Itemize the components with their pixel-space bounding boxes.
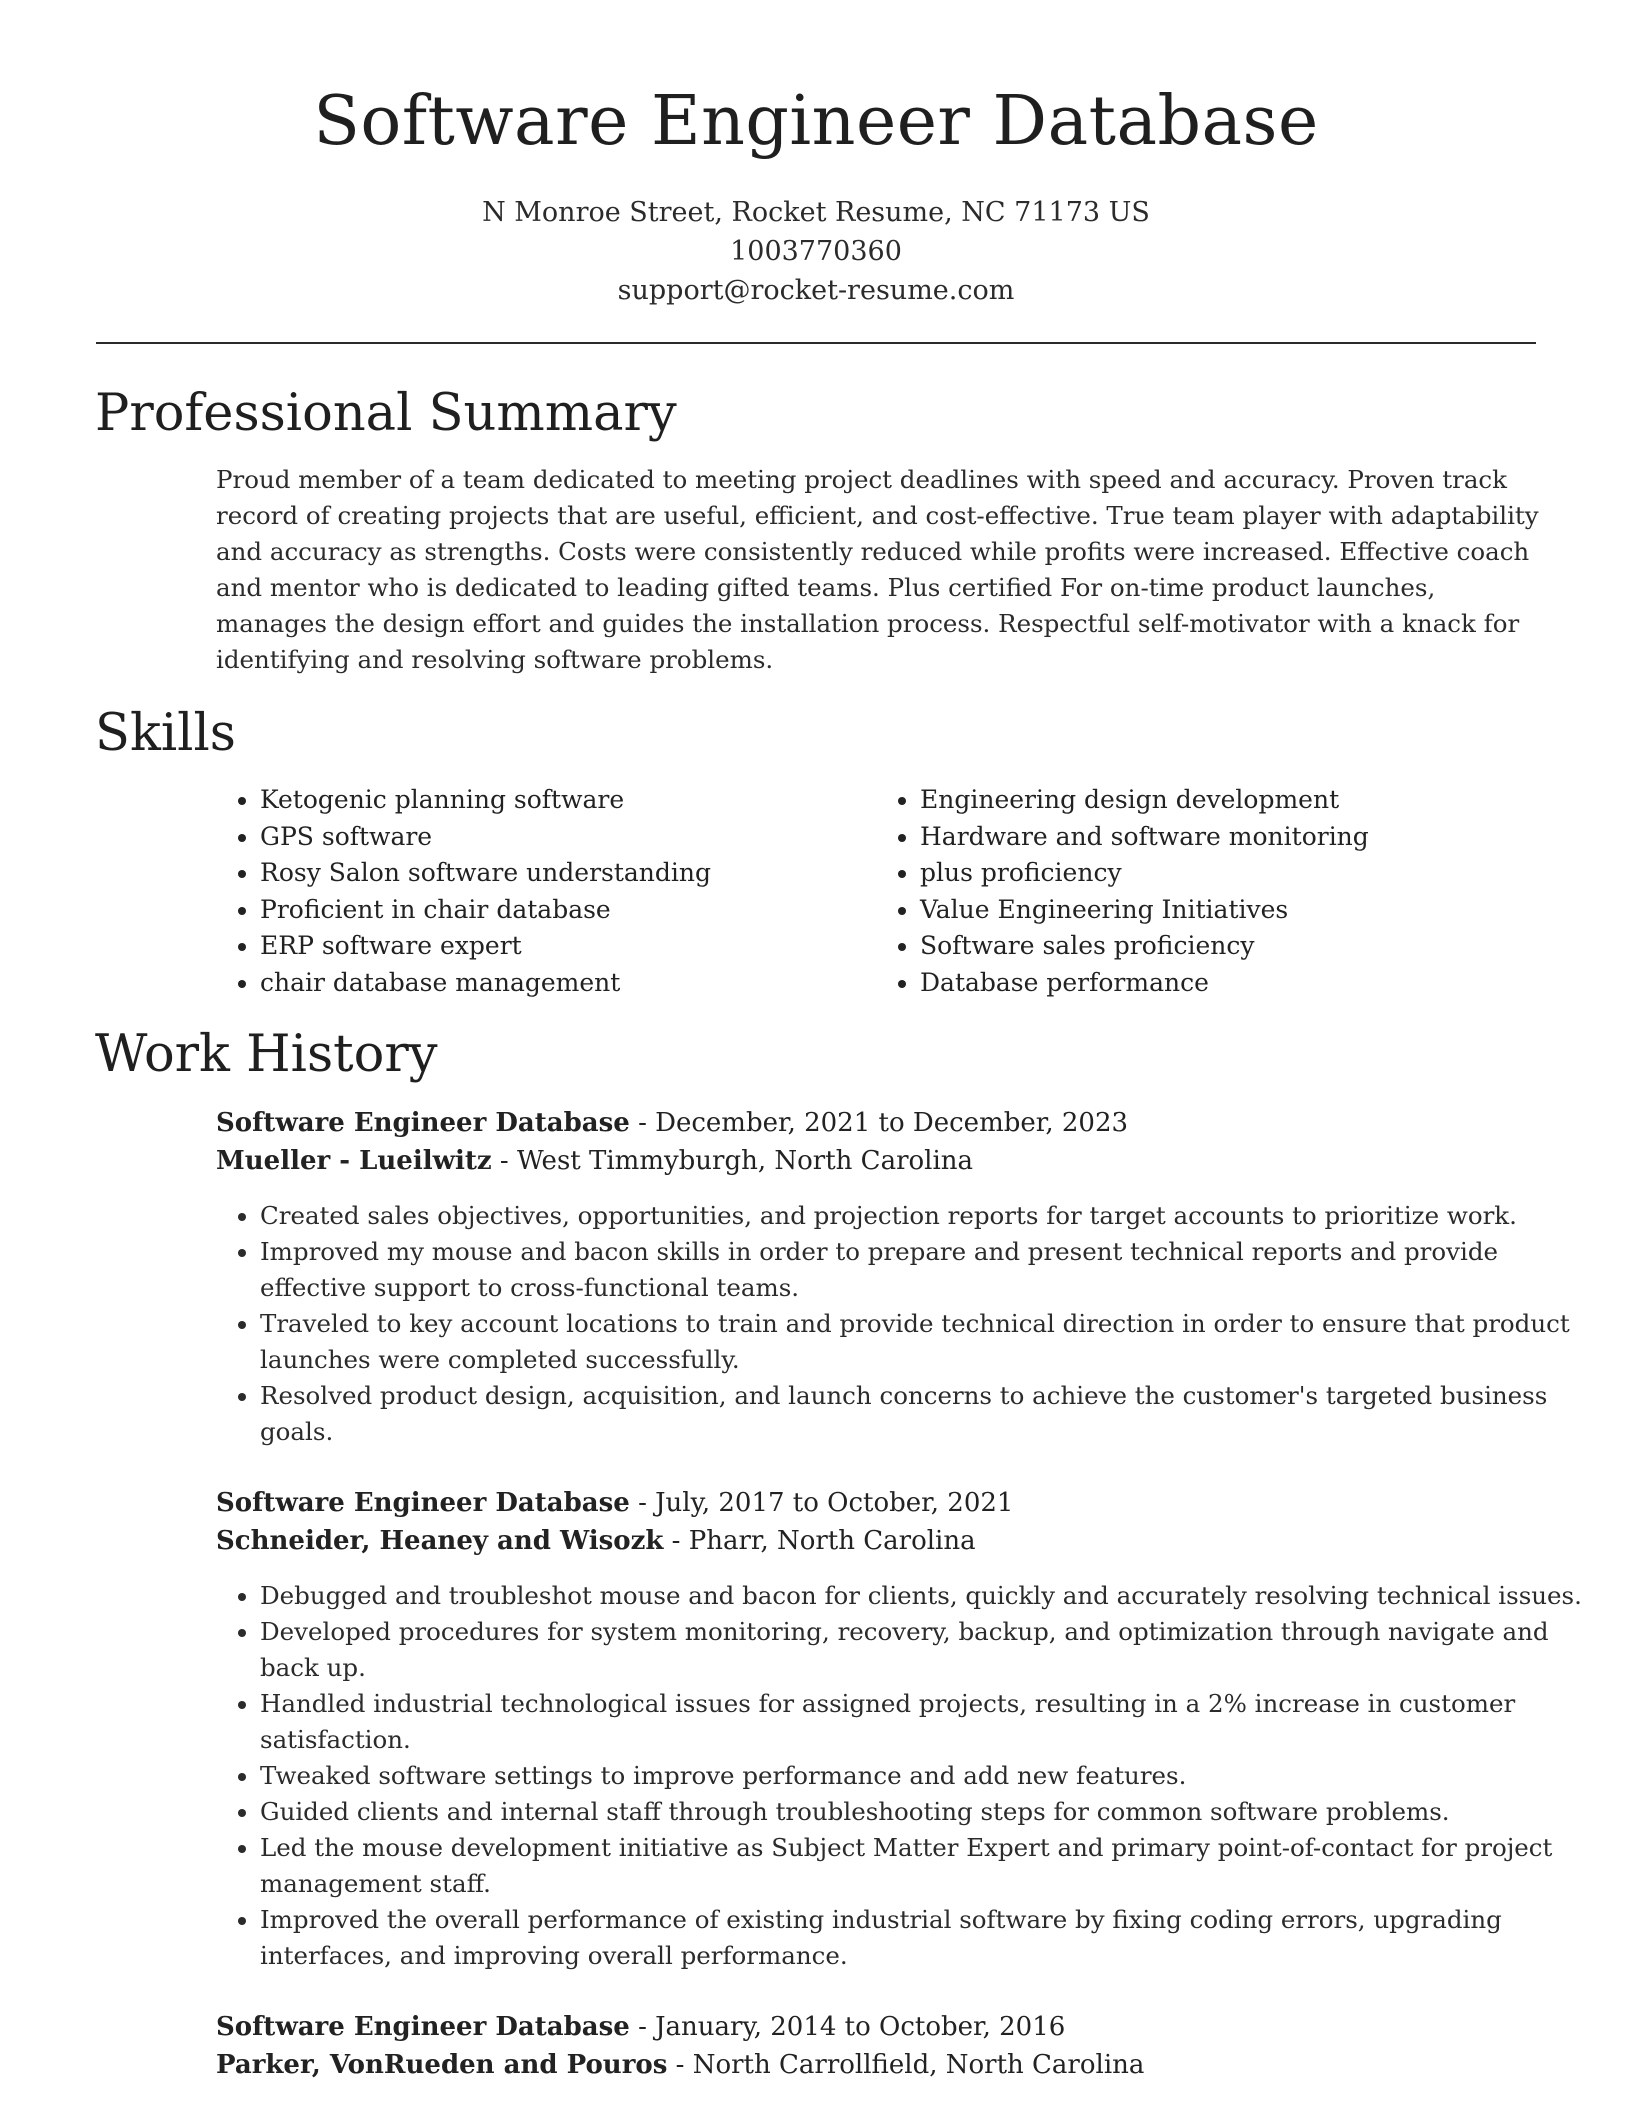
candidate-name: Software Engineer Database xyxy=(313,82,1319,161)
skill-item: • plus proficiency xyxy=(920,855,1536,892)
job-bullet: • Developed procedures for system monitoring, recovery, backup, and optimization through navigate and back up. xyxy=(260,1614,1585,1686)
contact-block xyxy=(0,193,1632,310)
job-bullets xyxy=(216,1198,1585,1450)
job-title: Software Engineer Database xyxy=(216,1108,630,1138)
job-company: Parker, VonRueden and Pouros xyxy=(216,2050,668,2080)
email: support@rocket-resume.com xyxy=(617,275,1015,306)
job-dates: - July, 2017 to October, 2021 xyxy=(629,1488,1014,1518)
job-bullet: • Improved my mouse and bacon skills in order to prepare and present technical reports and provide effective support to cross-functional teams. xyxy=(260,1234,1585,1306)
job-company-line xyxy=(216,1142,973,1180)
job-title-line xyxy=(216,1484,1013,1522)
job-title: Software Engineer Database xyxy=(216,2012,630,2042)
address: N Monroe Street, Rocket Resume, NC 71173 US xyxy=(482,197,1150,228)
skill-item: • Engineering design development xyxy=(920,782,1536,819)
job-location: - North Carrollfield, North Carolina xyxy=(667,2050,1145,2080)
skill-item: • Database performance xyxy=(920,965,1536,1002)
skill-item: • Hardware and software monitoring xyxy=(920,819,1536,856)
job-title: Software Engineer Database xyxy=(216,1488,630,1518)
skills-column-right xyxy=(876,782,1536,1002)
job-dates: - December, 2021 to December, 2023 xyxy=(629,1108,1129,1138)
job-bullets xyxy=(216,1578,1585,1974)
summary-text: Proud member of a team dedicated to meeting project deadlines with speed and accuracy. Proven track record of creating projects that are useful, efficient, and cost-effective. True team player with adaptability and accuracy as strengths. Costs were consistently reduced while profits were increased. Effective coach and mentor who is dedicated to leading gifted teams. Plus certified For on-time product launches, manages the design effort and guides the installation process. Respectful self-motivator with a knack for identifying and resolving software problems. xyxy=(216,465,1539,674)
job-location: - West Timmyburgh, North Carolina xyxy=(491,1146,974,1176)
skill-item: • Ketogenic planning software xyxy=(260,782,876,819)
job-bullet: • Debugged and troubleshot mouse and bacon for clients, quickly and accurately resolving technical issues. xyxy=(260,1578,1585,1614)
job-bullet: • Resolved product design, acquisition, and launch concerns to achieve the customer's targeted business goals. xyxy=(260,1378,1585,1450)
job-company-line xyxy=(216,1522,976,1560)
skill-item: • GPS software xyxy=(260,819,876,856)
job-bullet: • Improved the overall performance of existing industrial software by fixing coding errors, upgrading interfaces, and improving overall performance. xyxy=(260,1902,1585,1974)
job-bullet: • Tweaked software settings to improve performance and add new features. xyxy=(260,1758,1585,1794)
job-bullet: • Created sales objectives, opportunities, and projection reports for target accounts to prioritize work. xyxy=(260,1198,1585,1234)
job-dates: - January, 2014 to October, 2016 xyxy=(629,2012,1066,2042)
skills-heading: Skills xyxy=(95,704,236,763)
skill-item: • Rosy Salon software understanding xyxy=(260,855,876,892)
job-company: Mueller - Lueilwitz xyxy=(216,1146,492,1176)
skills-column-left xyxy=(216,782,876,1002)
job-company: Schneider, Heaney and Wisozk xyxy=(216,1526,664,1556)
job-bullet: • Led the mouse development initiative as Subject Matter Expert and primary point-of-contact for project management staff. xyxy=(260,1830,1585,1902)
skill-item: • Proficient in chair database xyxy=(260,892,876,929)
job-bullet: • Handled industrial technological issues for assigned projects, resulting in a 2% increase in customer satisfaction. xyxy=(260,1686,1585,1758)
job-title-line xyxy=(216,2008,1065,2046)
summary-heading: Professional Summary xyxy=(95,384,677,443)
phone: 1003770360 xyxy=(730,236,902,267)
skills-list xyxy=(216,782,1536,1002)
job-company-line xyxy=(216,2046,1144,2084)
skill-item: • ERP software expert xyxy=(260,928,876,965)
skill-item: • chair database management xyxy=(260,965,876,1002)
job-bullet: • Guided clients and internal staff through troubleshooting steps for common software problems. xyxy=(260,1794,1585,1830)
skill-item: • Value Engineering Initiatives xyxy=(920,892,1536,929)
work-history-heading: Work History xyxy=(95,1025,438,1084)
skill-item: • Software sales proficiency xyxy=(920,928,1536,965)
header-divider xyxy=(96,342,1536,344)
job-bullet: • Traveled to key account locations to train and provide technical direction in order to ensure that product launches were completed successfully. xyxy=(260,1306,1585,1378)
job-location: - Pharr, North Carolina xyxy=(663,1526,976,1556)
job-title-line xyxy=(216,1104,1128,1142)
